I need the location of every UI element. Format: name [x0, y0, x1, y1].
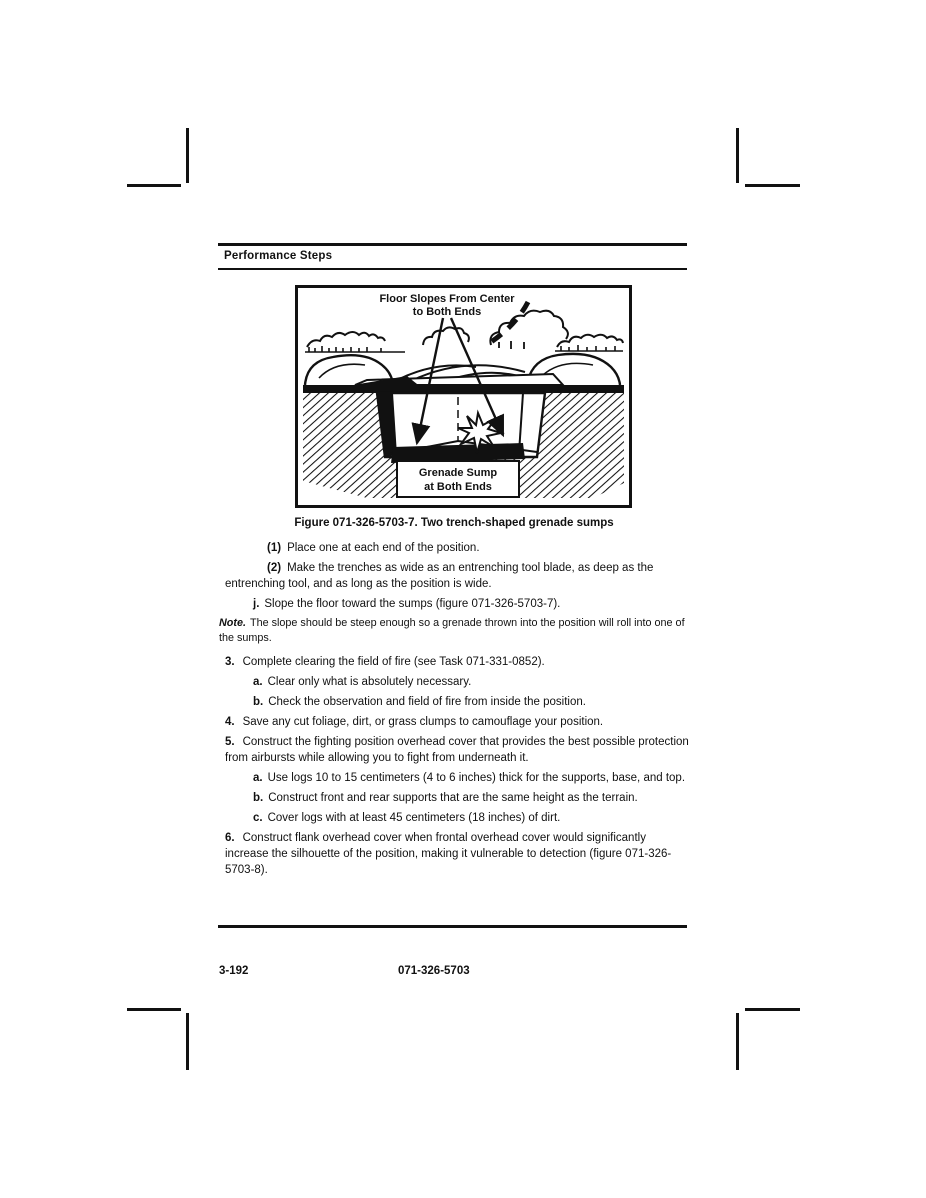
trench-grenade-sump-drawing: [295, 285, 632, 508]
footer-rule: [218, 925, 687, 928]
crop-mark-bottom-left-vertical: [186, 1013, 189, 1070]
step-text: Construct flank overhead cover when frontal overhead cover would significantly increase the silhouette of the position, making it vulnerable to detection (figure 071-326-5703-8).: [225, 832, 672, 876]
step-marker: 3.: [225, 656, 235, 668]
crop-mark-bottom-right-horizontal: [745, 1008, 800, 1011]
step-marker: a.: [253, 676, 263, 688]
step-marker: b.: [253, 792, 264, 804]
step-paragraph: [219, 540, 689, 556]
step-text: Clear only what is absolutely necessary.: [267, 676, 472, 688]
note-text: The slope should be steep enough so a grenade thrown into the position will roll into one of the sumps.: [219, 617, 685, 644]
step-paragraph: [219, 654, 689, 670]
step-paragraph: [219, 674, 689, 690]
step-paragraph: [219, 830, 689, 878]
header-rule-top: [218, 243, 687, 246]
step-paragraph: [219, 770, 689, 786]
ground-surface-band: [303, 385, 624, 393]
header-rule-bottom: [218, 268, 687, 270]
step-marker: 5.: [225, 736, 235, 748]
floor-slope-label-line1: Floor Slopes From Center: [379, 293, 515, 305]
step-paragraph: [219, 714, 689, 730]
step-text: Slope the floor toward the sumps (figure 071-326-5703-7).: [264, 598, 561, 610]
step-text: Complete clearing the field of fire (see Task 071-331-0852).: [242, 656, 545, 668]
crop-mark-top-right-horizontal: [745, 184, 800, 187]
step-text: Construct front and rear supports that are the same height as the terrain.: [268, 792, 638, 804]
step-paragraph: [219, 810, 689, 826]
step-marker: b.: [253, 696, 264, 708]
step-marker: a.: [253, 772, 263, 784]
step-paragraph: [219, 560, 689, 592]
step-marker: (1): [267, 542, 282, 554]
figure-caption: Figure 071-326-5703-7. Two trench-shaped grenade sumps: [294, 517, 614, 529]
step-paragraph: [219, 734, 689, 766]
step-text: Place one at each end of the position.: [287, 542, 480, 554]
step-text: Make the trenches as wide as an entrenching tool blade, as deep as the entrenching tool, and as long as the position is wide.: [225, 562, 654, 590]
step-marker: j.: [253, 598, 260, 610]
note-paragraph: [219, 616, 689, 645]
sump-label-line2: at Both Ends: [424, 481, 492, 493]
task-number: 071-326-5703: [398, 965, 470, 977]
step-paragraph: [219, 694, 689, 710]
floor-slope-label-line2: to Both Ends: [412, 306, 482, 318]
step-paragraph: [219, 596, 689, 612]
step-text: Construct the fighting position overhead cover that provides the best possible protection from airbursts while allowing you to fight from underneath it.: [225, 736, 689, 764]
figure-illustration: [295, 285, 632, 508]
crop-mark-bottom-right-vertical: [736, 1013, 739, 1070]
step-paragraph: [219, 790, 689, 806]
crop-mark-bottom-left-horizontal: [127, 1008, 181, 1011]
crop-mark-top-right-vertical: [736, 128, 739, 183]
step-marker: c.: [253, 812, 263, 824]
section-header: Performance Steps: [224, 250, 333, 262]
step-text: Check the observation and field of fire from inside the position.: [268, 696, 586, 708]
crop-mark-top-left-horizontal: [127, 184, 181, 187]
step-marker: 6.: [225, 832, 235, 844]
step-text: Save any cut foliage, dirt, or grass clumps to camouflage your position.: [242, 716, 604, 728]
body-text: [219, 540, 689, 882]
step-marker: 4.: [225, 716, 235, 728]
step-text: Use logs 10 to 15 centimeters (4 to 6 inches) thick for the supports, base, and top.: [267, 772, 686, 784]
step-marker: (2): [267, 562, 282, 574]
sump-label-line1: Grenade Sump: [418, 467, 498, 479]
step-text: Cover logs with at least 45 centimeters (18 inches) of dirt.: [267, 812, 561, 824]
page-number: 3-192: [219, 965, 249, 977]
note-marker: Note.: [219, 617, 246, 629]
crop-mark-top-left-vertical: [186, 128, 189, 183]
